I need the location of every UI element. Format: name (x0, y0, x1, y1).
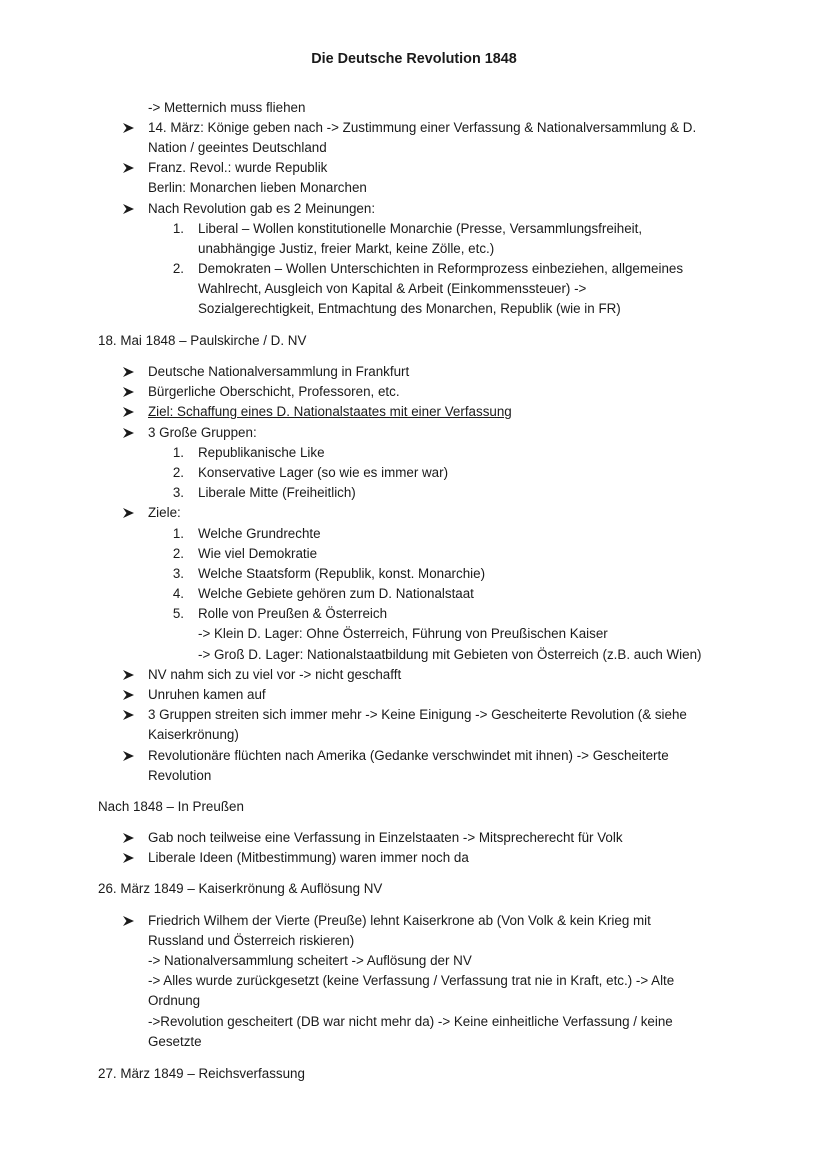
list-item: Liberale Mitte (Freiheitlich) (198, 485, 356, 500)
list-item: Demokraten – Wollen Unterschichten in Reformprozess einbeziehen, allgemeines (198, 261, 684, 276)
list-item: Konservative Lager (so wie es immer war) (198, 465, 449, 480)
list-number: 1. (172, 221, 184, 236)
list-number: 2. (172, 546, 184, 561)
arrow-bullet-icon (123, 685, 135, 705)
bullet-text: 3 Große Gruppen: (148, 425, 257, 440)
list-item: Welche Staatsform (Republik, konst. Monarchie) (198, 566, 486, 581)
bullet-text: 3 Gruppen streiten sich immer mehr -> Keine Einigung -> Gescheiterte Revolution (& siehe (148, 707, 687, 722)
bullet-text: Nation / geeintes Deutschland (148, 140, 327, 155)
bullet-text: Friedrich Wilhem der Vierte (Preuße) lehnt Kaiserkrone ab (Von Volk & kein Krieg mit (148, 913, 651, 928)
arrow-bullet-icon (123, 848, 135, 868)
arrow-bullet-icon (123, 665, 135, 685)
list-number: 4. (172, 586, 184, 601)
section-heading: 27. März 1849 – Reichsverfassung (98, 1066, 305, 1081)
bullet-text: -> Alles wurde zurückgesetzt (keine Verfassung / Verfassung trat nie in Kraft, etc.) -> Alte (148, 973, 675, 988)
section-heading: Nach 1848 – In Preußen (98, 799, 244, 814)
bullet-text: Ordnung (148, 993, 201, 1008)
page-title: Die Deutsche Revolution 1848 (311, 51, 517, 67)
arrow-bullet-icon (123, 118, 135, 138)
sub-line: -> Klein D. Lager: Ohne Österreich, Führung von Preußischen Kaiser (198, 626, 608, 641)
bullet-text: Franz. Revol.: wurde Republik (148, 160, 328, 175)
bullet-text: Ziele: (148, 505, 181, 520)
bullet-text: Kaiserkrönung) (148, 727, 239, 742)
bullet-text: 14. März: Könige geben nach -> Zustimmung einer Verfassung & Nationalversammlung & D. (148, 120, 697, 135)
list-number: 2. (172, 465, 184, 480)
list-number: 1. (172, 445, 184, 460)
bullet-text: Gab noch teilweise eine Verfassung in Einzelstaaten -> Mitsprecherecht für Volk (148, 830, 623, 845)
bullet-text: Deutsche Nationalversammlung in Frankfurt (148, 364, 410, 379)
arrow-bullet-icon (123, 402, 135, 422)
list-number: 2. (172, 261, 184, 276)
bullet-text: Russland und Österreich riskieren) (148, 933, 355, 948)
arrow-bullet-icon (123, 199, 135, 219)
list-item: Welche Gebiete gehören zum D. Nationalstaat (198, 586, 474, 601)
bullet-text: Bürgerliche Oberschicht, Professoren, etc. (148, 384, 400, 399)
bullet-text: -> Nationalversammlung scheitert -> Auflösung der NV (148, 953, 472, 968)
arrow-bullet-icon (123, 911, 135, 931)
arrow-bullet-icon (123, 382, 135, 402)
arrow-bullet-icon (123, 746, 135, 766)
bullet-text: NV nahm sich zu viel vor -> nicht geschafft (148, 667, 402, 682)
arrow-bullet-icon (123, 828, 135, 848)
goal-underlined-text: Ziel: Schaffung eines D. Nationalstaates mit einer Verfassung (148, 404, 512, 419)
list-item: unabhängige Justiz, freier Markt, keine Zölle, etc.) (198, 241, 495, 256)
list-item: Welche Grundrechte (198, 526, 321, 541)
bullet-text: Nach Revolution gab es 2 Meinungen: (148, 201, 376, 216)
list-item: Sozialgerechtigkeit, Entmachtung des Monarchen, Republik (wie in FR) (198, 301, 621, 316)
list-number: 1. (172, 526, 184, 541)
bullet-text: Liberale Ideen (Mitbestimmung) waren immer noch da (148, 850, 469, 865)
arrow-bullet-icon (123, 705, 135, 725)
bullet-text: Unruhen kamen auf (148, 687, 266, 702)
list-number: 3. (172, 566, 184, 581)
arrow-bullet-icon (123, 362, 135, 382)
list-item: Liberal – Wollen konstitutionelle Monarchie (Presse, Versammlungsfreiheit, (198, 221, 643, 236)
bullet-text: Berlin: Monarchen lieben Monarchen (148, 180, 367, 195)
bullet-text: Revolution (148, 768, 212, 783)
list-item: Wahlrecht, Ausgleich von Kapital & Arbeit (Einkommenssteuer) -> (198, 281, 587, 296)
continuation-line: -> Metternich muss fliehen (148, 100, 306, 115)
arrow-bullet-icon (123, 158, 135, 178)
list-item: Rolle von Preußen & Österreich (198, 606, 388, 621)
arrow-bullet-icon (123, 423, 135, 443)
section-heading: 26. März 1849 – Kaiserkrönung & Auflösung NV (98, 881, 383, 896)
list-item: Wie viel Demokratie (198, 546, 318, 561)
section-heading: 18. Mai 1848 – Paulskirche / D. NV (98, 333, 307, 348)
list-number: 5. (172, 606, 184, 621)
arrow-bullet-icon (123, 503, 135, 523)
bullet-text: Gesetzte (148, 1034, 202, 1049)
list-item: Republikanische Like (198, 445, 325, 460)
list-number: 3. (172, 485, 184, 500)
bullet-text: Revolutionäre flüchten nach Amerika (Gedanke verschwindet mit ihnen) -> Gescheiterte (148, 748, 669, 763)
bullet-text: ->Revolution gescheitert (DB war nicht mehr da) -> Keine einheitliche Verfassung / keine (148, 1014, 673, 1029)
sub-line: -> Groß D. Lager: Nationalstaatbildung mit Gebieten von Österreich (z.B. auch Wien) (198, 647, 702, 662)
